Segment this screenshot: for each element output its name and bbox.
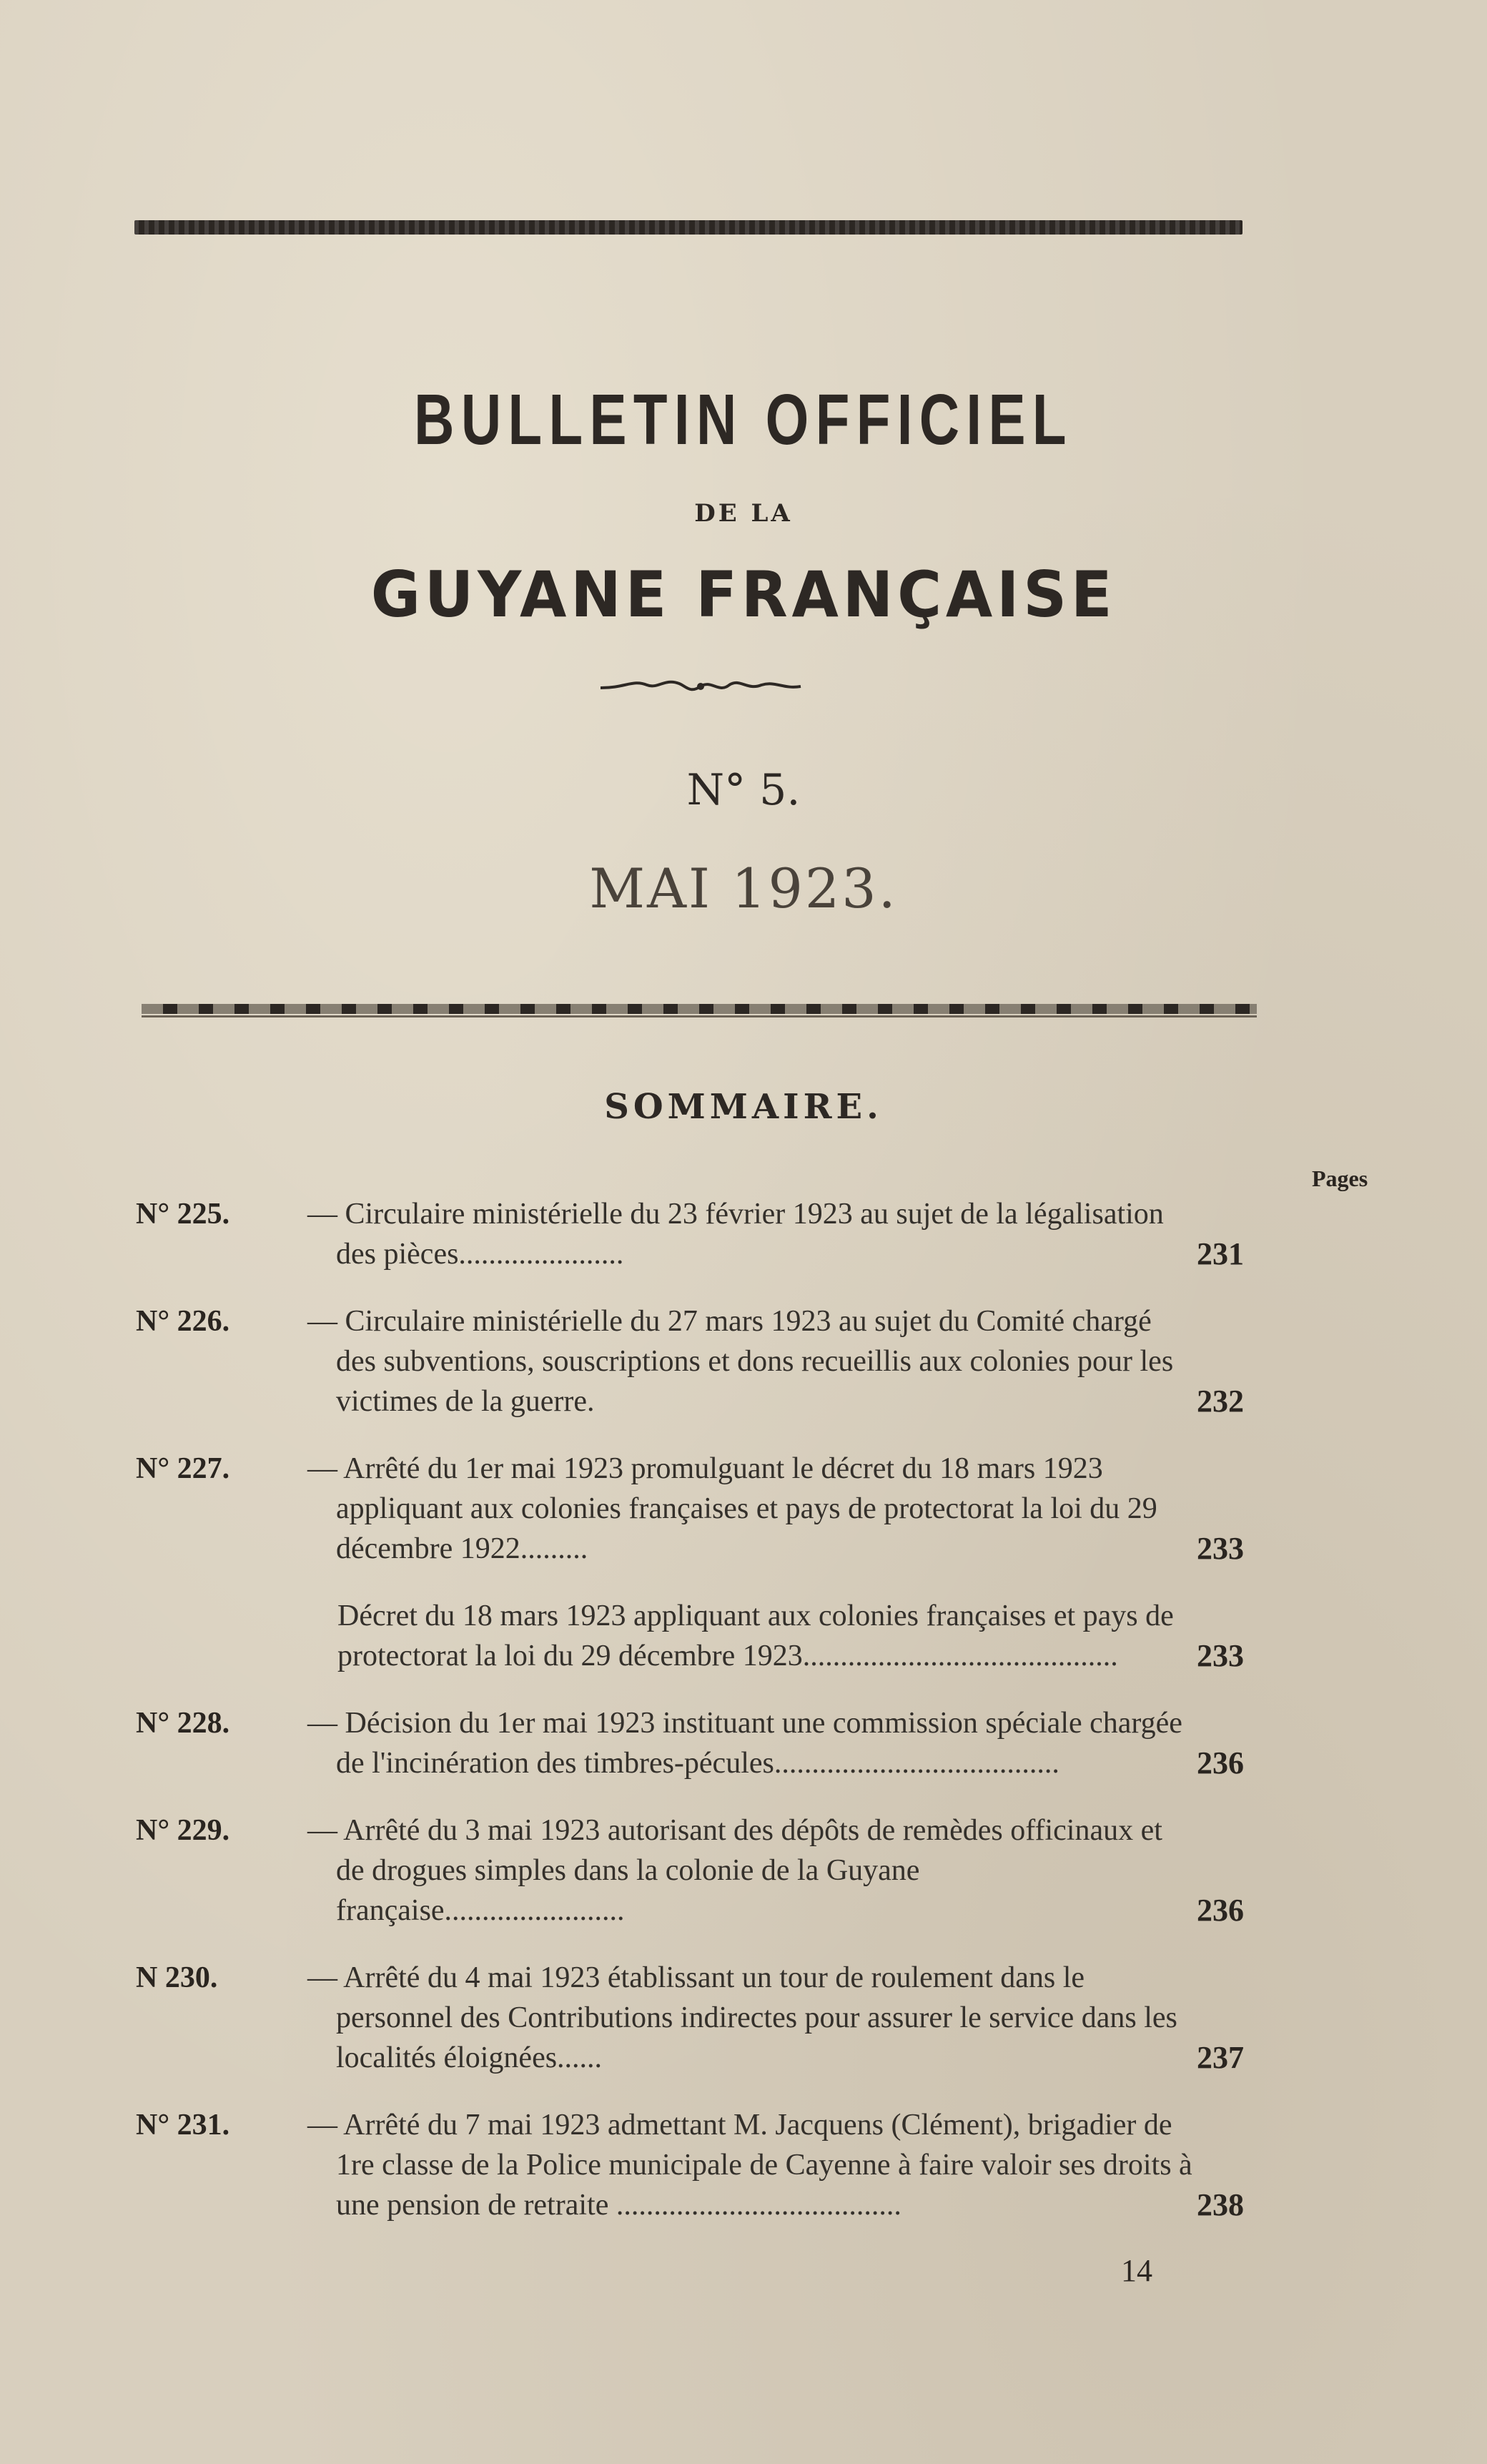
- entry-text: — Circulaire ministérielle du 27 mars 1923 au sujet du Comité chargé des subventions, souscriptions et dons recueillis aux colonies pour les victimes de la guerre.: [307, 1305, 1174, 1418]
- entry-text: — Arrêté du 7 mai 1923 admettant M. Jacquens (Clément), brigadier de 1re classe de la Police municipale de Cayenne à faire valoir ses droits à une pension de retraite ......................................: [307, 2109, 1192, 2222]
- summary-heading: SOMMAIRE.: [604, 1087, 883, 1127]
- entry-page: 231: [1197, 1236, 1244, 1271]
- entry-page: 238: [1197, 2187, 1244, 2222]
- toc-entry: [136, 1194, 1265, 1274]
- entry-number: N 230.: [136, 1961, 218, 1994]
- middle-rule-thin: [142, 1015, 1257, 1017]
- entry-number: N° 227.: [136, 1452, 230, 1485]
- pages-column-label: Pages: [1312, 1166, 1368, 1191]
- subtitle-large: GUYANE FRANÇAISE: [370, 558, 1117, 631]
- entry-page: 232: [1197, 1384, 1244, 1419]
- entry-number: N° 226.: [136, 1305, 230, 1338]
- entry-number: N° 225.: [136, 1198, 230, 1231]
- top-rule: [134, 220, 1243, 235]
- issue-date: MAI 1923.: [589, 857, 898, 920]
- entry-text: — Circulaire ministérielle du 23 février 1923 au sujet de la légalisation des pièces......................: [307, 1198, 1164, 1271]
- toc-entry: [136, 1596, 1265, 1676]
- entry-text: — Décision du 1er mai 1923 instituant une commission spéciale chargée de l'incinération des timbres-pécules......................................: [307, 1707, 1182, 1780]
- entry-page: 233: [1197, 1638, 1244, 1673]
- entry-number: N° 228.: [136, 1707, 230, 1740]
- table-of-contents: [136, 1166, 1368, 2252]
- toc-entry: [136, 1703, 1265, 1783]
- middle-rule: [142, 1004, 1257, 1014]
- entry-number: N° 229.: [136, 1814, 230, 1847]
- entry-page: 237: [1197, 2040, 1244, 2075]
- entry-page: 236: [1197, 1745, 1244, 1780]
- toc-entry: [136, 1301, 1265, 1421]
- entry-text: — Arrêté du 1er mai 1923 promulguant le décret du 18 mars 1923 appliquant aux colonies françaises et pays de protectorat la loi du 29 décembre 1922.........: [307, 1452, 1157, 1565]
- issue-number: N° 5.: [686, 765, 801, 815]
- entry-text: Décret du 18 mars 1923 appliquant aux colonies françaises et pays de protectorat la loi du 29 décembre 1923..........................................: [337, 1600, 1174, 1672]
- toc-entry: [136, 1449, 1265, 1569]
- subtitle-small: DE LA: [694, 499, 793, 528]
- entry-number: N° 231.: [136, 2109, 230, 2142]
- entry-page: 236: [1197, 1893, 1244, 1928]
- entry-text: — Arrêté du 4 mai 1923 établissant un tour de roulement dans le personnel des Contributions indirectes pour assurer le service dans les localités éloignées......: [307, 1961, 1177, 2074]
- toc-entry: [136, 2105, 1265, 2225]
- entry-text: — Arrêté du 3 mai 1923 autorisant des dépôts de remèdes officinaux et de drogues simples dans la colonie de la Guyane française........................: [307, 1814, 1162, 1927]
- bulletin-title: BULLETIN OFFICIEL: [414, 380, 1073, 460]
- toc-entry: [136, 1958, 1265, 2078]
- entry-page: 233: [1197, 1531, 1244, 1566]
- toc-entry: [136, 1810, 1265, 1931]
- signature-mark: 14: [1121, 2253, 1152, 2288]
- ornament-flourish-icon: [597, 672, 804, 701]
